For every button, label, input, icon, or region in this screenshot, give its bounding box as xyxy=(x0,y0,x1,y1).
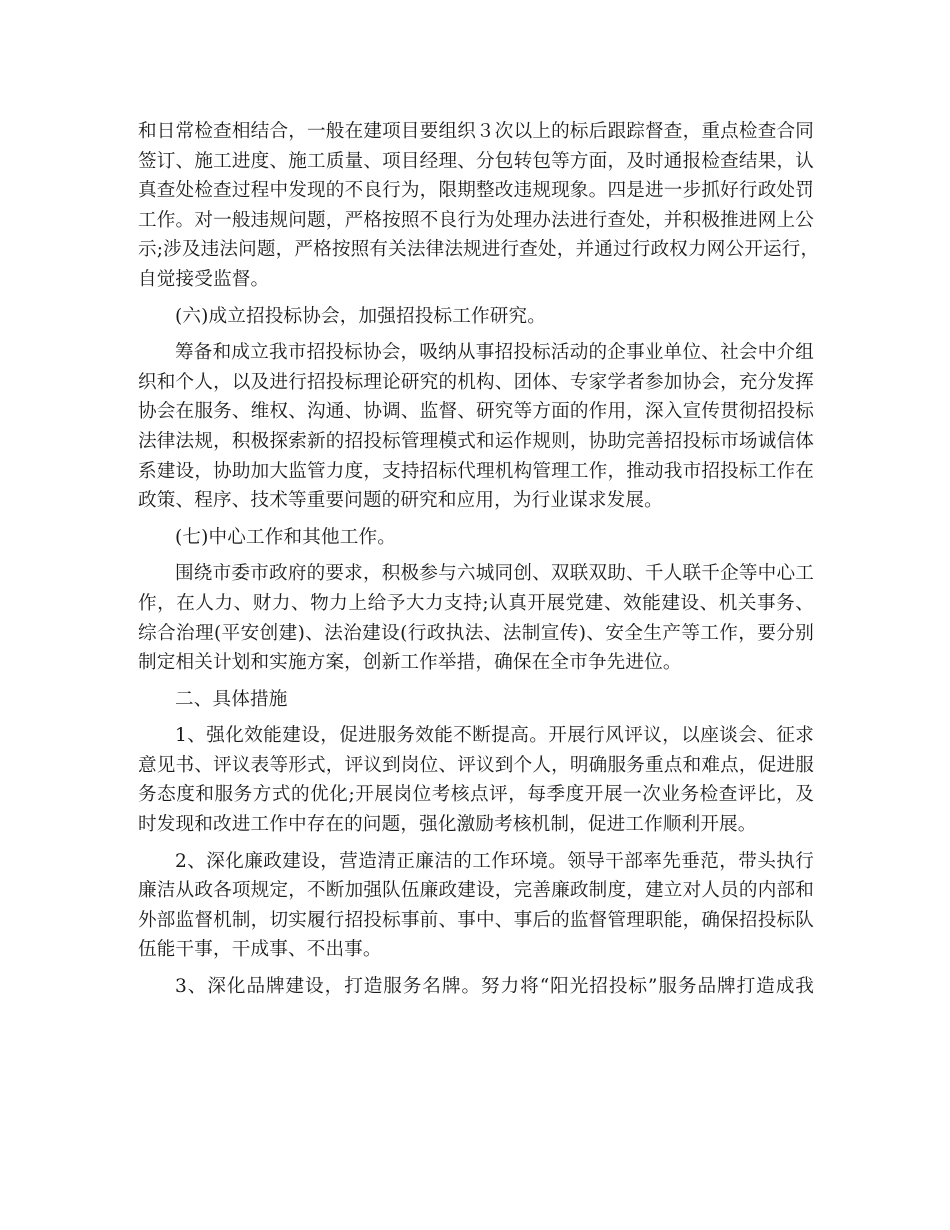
paragraph-inspection xyxy=(138,117,820,295)
text-line: 围绕市委市政府的要求，积极参与六城同创、双联双助、千人联千企等中心工 xyxy=(175,563,814,585)
text-line: 和日常检查相结合，一般在建项目要组织３次以上的标后跟踪督查，重点检查合同 xyxy=(138,121,814,142)
text-line: 时发现和改进工作中存在的问题，强化激励考核机制，促进工作顺利开展。 xyxy=(138,814,757,836)
text-line: 意见书、评议表等形式，评议到岗位、评议到个人，明确服务重点和难点，促进服 xyxy=(138,754,814,776)
paragraph-efficiency xyxy=(138,721,814,839)
paragraph-integrity xyxy=(138,847,814,965)
paragraph-central-work xyxy=(138,559,814,677)
text-line: 3、深化品牌建设，打造服务名牌。努力将“阳光招投标”服务品牌打造成我 xyxy=(175,976,814,998)
heading-line: (六)成立招投标协会，加强招投标工作研究。 xyxy=(175,305,546,327)
text-line: 协会在服务、维权、沟通、协调、监督、研究等方面的作用，深入宣传贯彻招投标 xyxy=(138,401,814,423)
text-line: 1、强化效能建设，促进服务效能不断提高。开展行风评议，以座谈会、征求 xyxy=(175,725,814,747)
text-line: 作，在人力、财力、物力上给予大力支持;认真开展党建、效能建设、机关事务、 xyxy=(138,592,814,614)
section-heading-measures xyxy=(138,685,814,715)
text-line: 织和个人，以及进行招投标理论研究的机构、团体、专家学者参加协会，充分发挥 xyxy=(138,371,814,393)
text-line: 真查处检查过程中发现的不良行为，限期整改违规现象。四是进一步抓好行政处罚 xyxy=(138,180,814,202)
paragraph-association xyxy=(138,338,814,516)
section-heading-7 xyxy=(138,523,814,553)
text-line: 筹备和成立我市招投标协会，吸纳从事招投标活动的企事业单位、社会中介组 xyxy=(175,342,814,364)
text-line: 示;涉及违法问题，严格按照有关法律法规进行查处，并通过行政权力网公开运行， xyxy=(138,239,820,261)
text-line: 廉洁从政各项规定，不断加强队伍廉政建设，完善廉政制度，建立对人员的内部和 xyxy=(138,880,814,902)
section-heading-6 xyxy=(138,302,814,332)
text-line: 综合治理(平安创建)、法治建设(行政执法、法制宣传)、安全生产等工作，要分别 xyxy=(138,622,814,644)
text-line: 外部监督机制，切实履行招投标事前、事中、事后的监督管理职能，确保招投标队 xyxy=(138,909,814,931)
text-line: 签订、施工进度、施工质量、项目经理、分包转包等方面，及时通报检查结果，认 xyxy=(138,150,814,172)
heading-line: 二、具体措施 xyxy=(175,688,288,710)
document-body xyxy=(138,117,820,1002)
text-line: 伍能干事，干成事、不出事。 xyxy=(138,939,382,961)
heading-line: (七)中心工作和其他工作。 xyxy=(175,526,396,548)
text-line: 法律法规，积极探索新的招投标管理模式和运作规则，协助完善招投标市场诚信体 xyxy=(138,430,814,452)
text-line: 务态度和服务方式的优化;开展岗位考核点评，每季度开展一次业务检查评比，及 xyxy=(138,784,814,806)
text-line: 2、深化廉政建设，营造清正廉洁的工作环境。领导干部率先垂范，带头执行 xyxy=(175,850,814,872)
text-line: 制定相关计划和实施方案，创新工作举措，确保在全市争先进位。 xyxy=(138,652,682,674)
text-line: 政策、程序、技术等重要问题的研究和应用，为行业谋求发展。 xyxy=(138,490,663,512)
text-line: 自觉接受监督。 xyxy=(138,268,270,290)
text-line: 工作。对一般违规问题，严格按照不良行为处理办法进行查处，并积极推进网上公 xyxy=(138,209,814,231)
text-line: 系建设，协助加大监管力度，支持招标代理机构管理工作，推动我市招投标工作在 xyxy=(138,460,814,482)
paragraph-brand xyxy=(138,972,814,1002)
